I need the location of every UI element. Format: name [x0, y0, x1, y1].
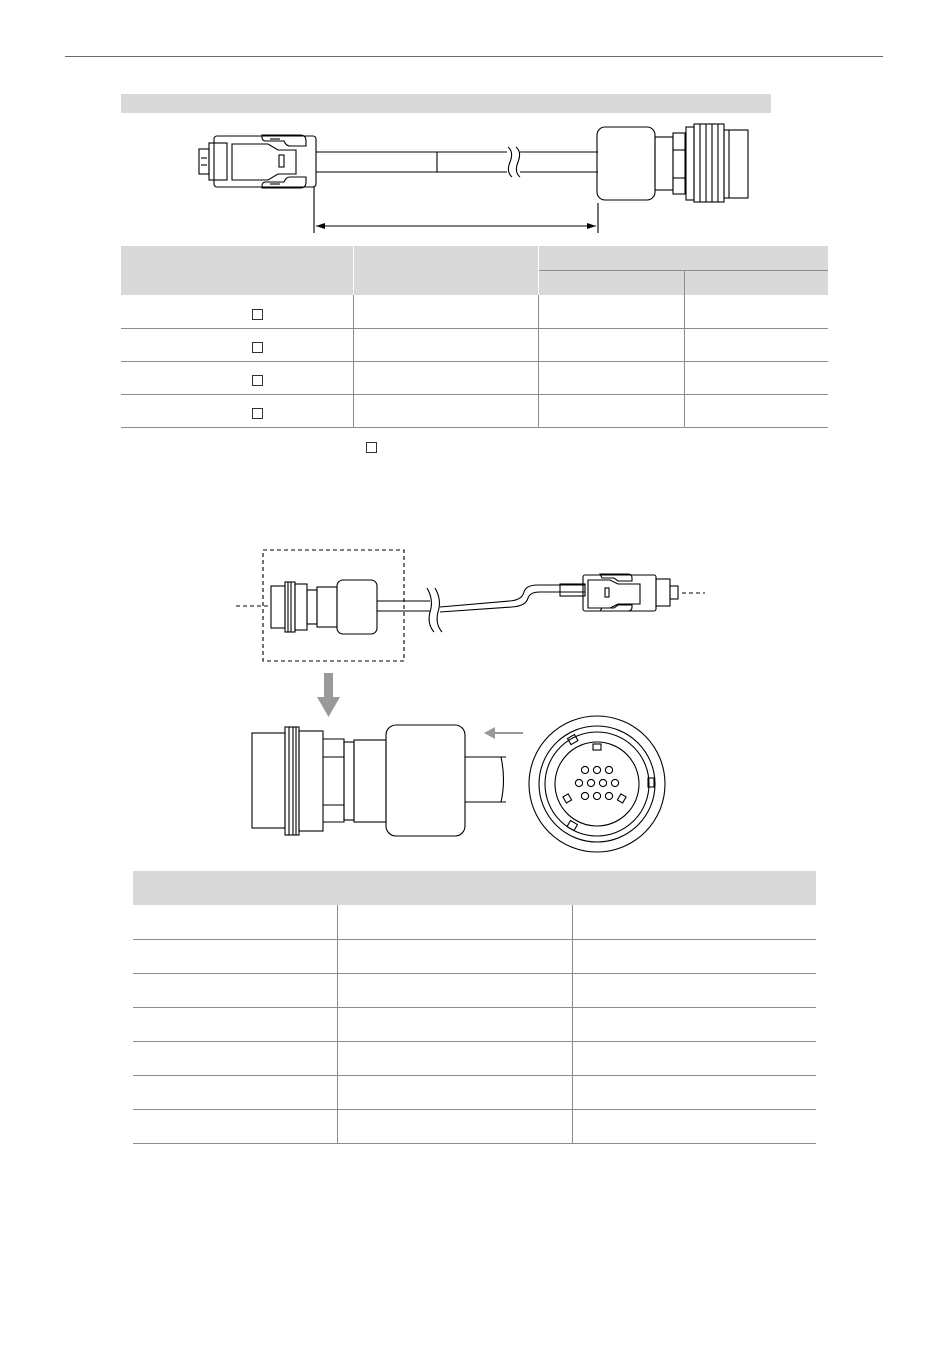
arrow-down-icon — [317, 673, 340, 717]
connector-face-view — [529, 716, 665, 852]
table-row — [133, 905, 816, 939]
header-col-3 — [572, 871, 816, 905]
table-row — [133, 1075, 816, 1109]
circular-connector-small — [271, 580, 377, 634]
table-row — [133, 1007, 816, 1041]
detail-callout-box — [263, 550, 404, 661]
pin-assignment-table — [133, 871, 816, 1144]
header-col-2 — [337, 871, 572, 905]
circular-connector-large-side — [252, 725, 506, 836]
table-row — [133, 1109, 816, 1143]
table-row — [133, 1041, 816, 1075]
header-col-1 — [133, 871, 337, 905]
arrow-left-icon — [484, 727, 523, 739]
table-row — [133, 973, 816, 1007]
table-row — [133, 939, 816, 973]
